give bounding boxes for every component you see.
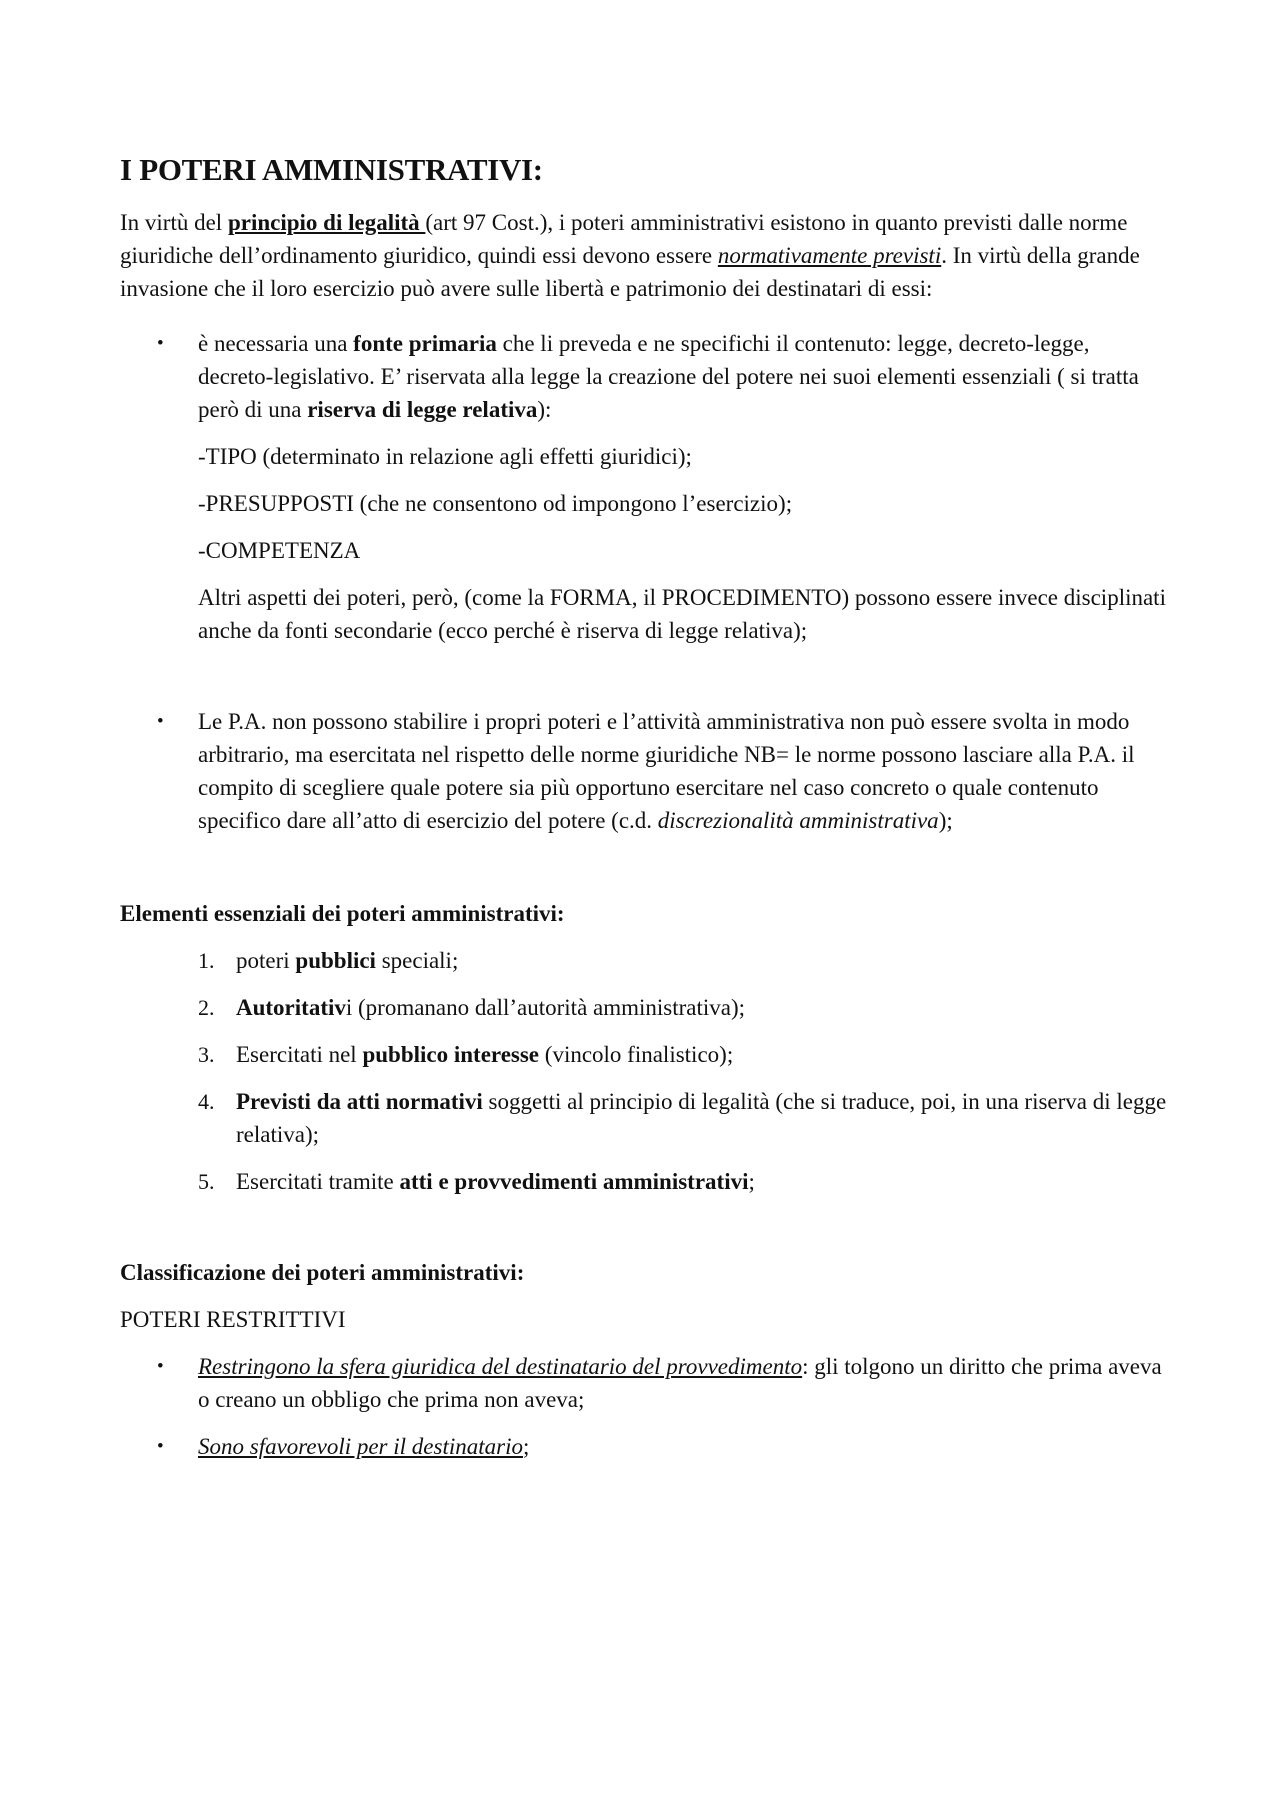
bullet-item-pa [120, 705, 1170, 837]
bullet-marker: • [157, 333, 164, 354]
item-bold: pubblici [295, 948, 376, 973]
bullet2-discrezionalita: discrezionalità amministrativa [657, 808, 939, 833]
bullet1-fonte-primaria: fonte primaria [353, 331, 497, 356]
restrittivi-list [120, 1350, 1170, 1463]
bullet2-text-1: Le P.A. non possono stabilire i propri poteri e l’attività amministrativa non può essere svolta in modo arbitrario, ma esercitata nel rispetto delle norme giuridiche NB= le norme possono lasciare alla P.A. il compito di scegliere quale potere sia più opportuno esercitare nel caso concreto o quale contenuto specifico dare all’atto di esercizio del potere (c.d. [198, 709, 1135, 833]
bullet1-text-3: che li preveda e ne specifichi il contenuto: legge, decreto-legge, decreto-legislativo. E’ riservata alla legge la creazione del potere nei suoi elementi essenziali ( si tratta però di una [198, 331, 1139, 422]
bullet1-riserva-relativa: riserva di legge relativa [307, 397, 538, 422]
bullet1-text-1: è necessaria una [198, 331, 354, 356]
item-bold: Autoritativ [236, 995, 346, 1020]
intro-paragraph [120, 206, 1170, 305]
elementi-item [120, 1165, 1170, 1198]
list-number: 2. [198, 995, 215, 1020]
bullet2-paragraph [198, 705, 1170, 837]
elementi-item [120, 944, 1170, 977]
elementi-list [120, 944, 1170, 1198]
item-text: Esercitati tramite [236, 1169, 400, 1194]
list-number: 1. [198, 948, 215, 973]
item-bold: Previsti da atti normativi [236, 1089, 483, 1114]
elementi-item [120, 1085, 1170, 1151]
bullet-item-fonte-primaria [120, 327, 1170, 647]
intro-normativamente-previsti: normativamente previsti [717, 243, 942, 268]
list-number: 5. [198, 1169, 215, 1194]
elementi-item [120, 991, 1170, 1024]
item-text: Esercitati nel [236, 1042, 363, 1067]
bullet1-presupposti: -PRESUPPOSTI (che ne consentono od impongono l’esercizio); [198, 491, 793, 516]
item-text: soggetti al principio di legalità (che si traduce, poi, in una riserva di legge relativa); [236, 1089, 1167, 1147]
restrittivi-item [120, 1350, 1170, 1416]
bullet1-paragraph [198, 327, 1170, 426]
bullet1-text-5: ): [537, 397, 552, 422]
item-bold: pubblico interesse [362, 1042, 540, 1067]
bullet-marker: • [157, 1356, 164, 1377]
restrittivi-item2-rest: ; [522, 1434, 530, 1459]
poteri-restrittivi-heading: POTERI RESTRITTIVI [120, 1307, 346, 1332]
bullet1-competenza: -COMPETENZA [198, 538, 361, 563]
list-number: 4. [198, 1089, 215, 1114]
item-text: (vincolo finalistico); [539, 1042, 734, 1067]
page-title: I POTERI AMMINISTRATIVI: [120, 152, 543, 187]
bullet1-altri-aspetti: Altri aspetti dei poteri, però, (come la FORMA, il PROCEDIMENTO) possono essere invece disciplinati anche da fonti secondarie (ecco perché è riserva di legge relativa); [198, 585, 1166, 643]
restrittivi-item2-em: Sono sfavorevoli per il destinatario [198, 1434, 523, 1459]
item-text: ; [748, 1169, 755, 1194]
bullet-marker: • [157, 1436, 164, 1457]
elementi-heading: Elementi essenziali dei poteri amministrativi: [120, 901, 565, 926]
restrittivi-item [120, 1430, 1170, 1463]
bullet-marker: • [157, 711, 164, 732]
bullet1-tipo: -TIPO (determinato in relazione agli effetti giuridici); [198, 444, 692, 469]
elementi-item [120, 1038, 1170, 1071]
restrittivi-item1-em: Restringono la sfera giuridica del destinatario del provvedimento [198, 1354, 803, 1379]
list-number: 3. [198, 1042, 215, 1067]
document-body [120, 150, 1170, 1477]
intro-text-3: (art 97 Cost.), i poteri amministrativi esistono in quanto previsti dalle norme giuridiche dell’ordinamento giuridico, quindi essi devono essere [120, 210, 1128, 268]
item-text: speciali; [375, 948, 459, 973]
bullet2-text-3: ); [938, 808, 953, 833]
intro-principio-legalita: principio di legalità [227, 210, 426, 235]
bullet-list-main [120, 327, 1170, 837]
classificazione-heading: Classificazione dei poteri amministrativi: [120, 1260, 525, 1285]
intro-text-1: In virtù del [120, 210, 228, 235]
item-bold: atti e provvedimenti amministrativi [399, 1169, 749, 1194]
item-text: poteri [236, 948, 296, 973]
restrittivi-item1-rest: : gli tolgono un diritto che prima aveva o creano un obbligo che prima non aveva; [198, 1354, 1162, 1412]
item-text: i (promanano dall’autorità amministrativa); [345, 995, 746, 1020]
intro-text-5: . In virtù della grande invasione che il loro esercizio può avere sulle libertà e patrimonio dei destinatari di essi: [120, 243, 1140, 301]
